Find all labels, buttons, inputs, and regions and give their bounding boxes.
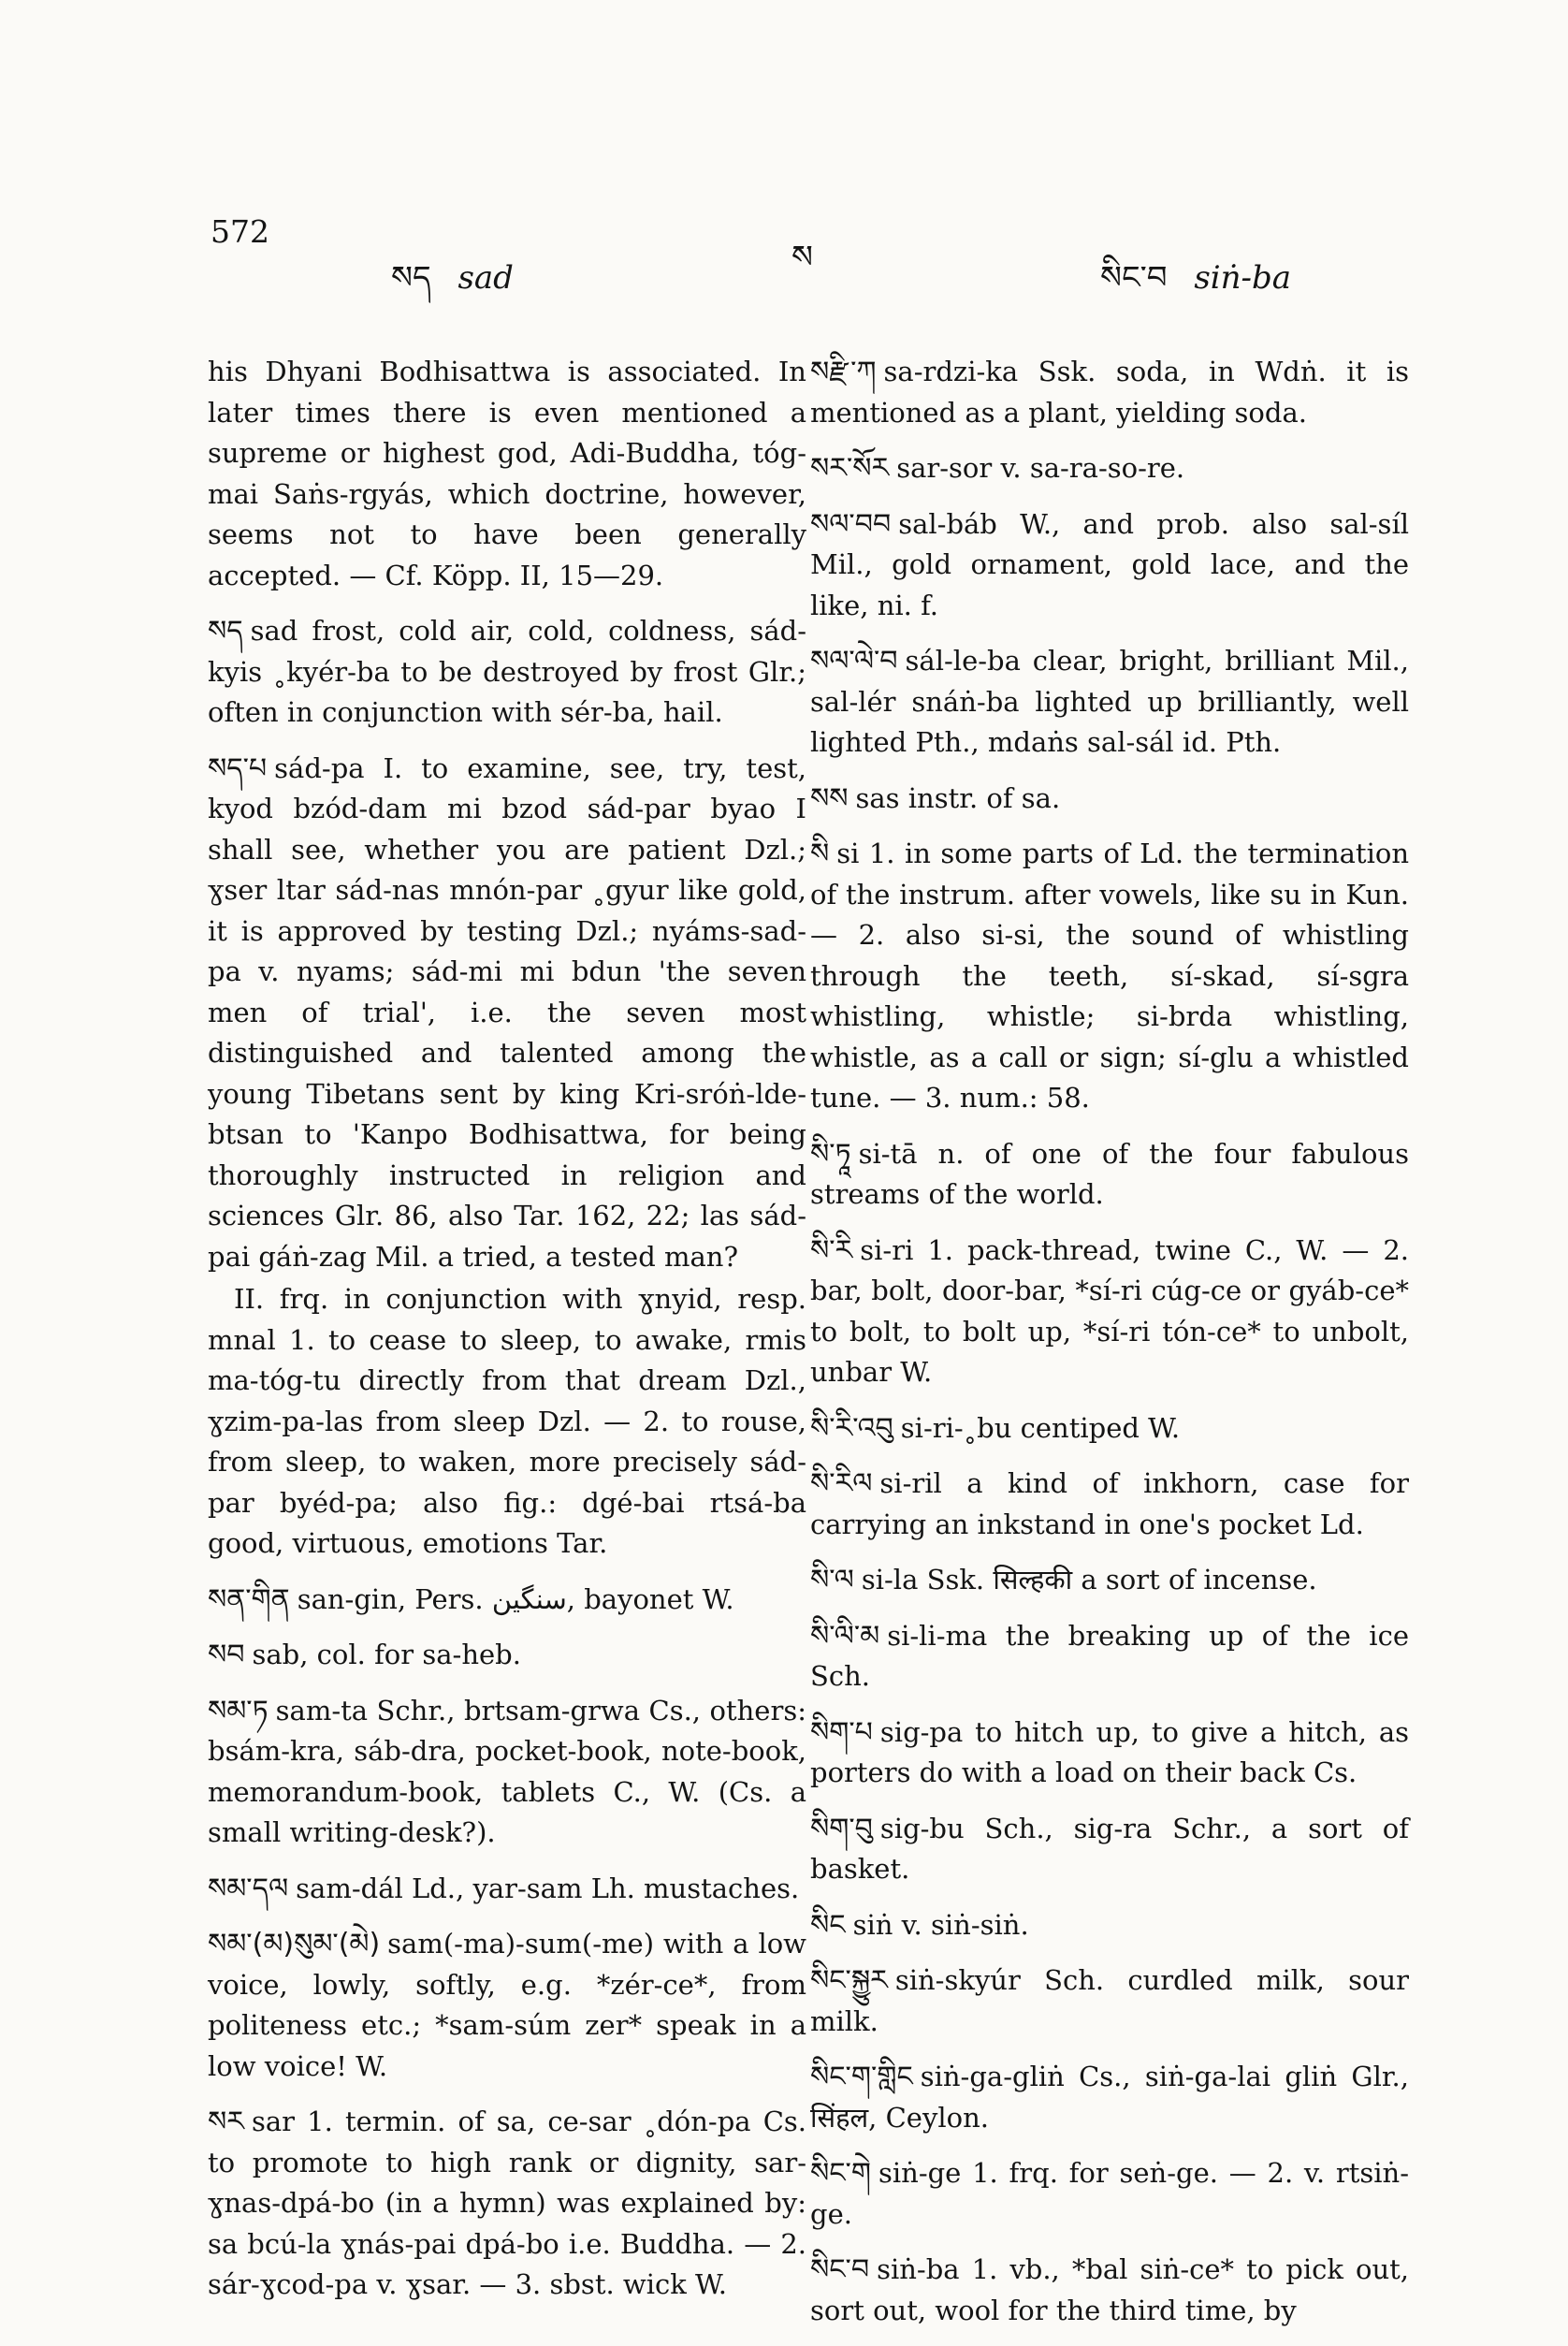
entry-si-ta	[810, 1134, 1409, 1216]
entry-sal-le-ba	[810, 641, 1409, 764]
entry-sin-skyur	[810, 1960, 1409, 2042]
entry-sig-pa	[810, 1712, 1409, 1794]
headword-tibetan: སིང	[810, 1908, 846, 1942]
entry-sad	[208, 611, 806, 734]
entry-text: sar-sor v. sa-ra-so-re.	[896, 452, 1185, 484]
headword-tibetan: སི	[810, 838, 830, 870]
entry-text: siṅ-ba 1. vb., *bal siṅ-ce* to pick out, sort out, wool for the third time, by	[810, 2253, 1409, 2326]
running-head-left-translit: sad	[457, 259, 514, 297]
headword-tibetan: སར	[208, 2106, 244, 2138]
headword-tibetan: སི་རི	[810, 1233, 853, 1267]
entry-text: si 1. in some parts of Ld. the termination of the instrum. after vowels, like su in Kun. — 2. also si-si, the sound of whistling through the teeth, sí-skad, sí-sgra whistling, whistle; si-brda whistling, whistle, as a call or sign; sí-glu a whistled tune. — 3. num.: 58.	[810, 838, 1409, 1114]
entry-sig-bu	[810, 1809, 1409, 1890]
entry-sin-ge	[810, 2153, 1409, 2235]
entry-sin-ba	[810, 2250, 1409, 2331]
entry-subsense: II. frq. in conjunction with ɣnyid, resp. mnal 1. to cease to sleep, to awake, rmis ma-tóg-tu directly from that dream Dzl., ɣzim-pa-las from sleep Dzl. — 2. to rouse, from sleep, to waken, more precisely sád-par byéd-pa; also fig.: dgé-bai rtsá-ba good, virtuous, emotions Tar.	[208, 1283, 806, 1559]
running-head-right-tibetan: སིང་བ	[1100, 259, 1168, 297]
headword-tibetan: སིང་གེ	[810, 2157, 871, 2190]
headword-tibetan: སམ་དལ	[208, 1872, 289, 1905]
headword-tibetan: སིང་སྐྱུར	[810, 1964, 888, 1997]
headword-tibetan: སམ་ཏ	[208, 1694, 269, 1727]
entry-sin-ga-glin	[810, 2057, 1409, 2138]
entry-text: si-ril a kind of inkhorn, case for carrying an inkstand in one's pocket Ld.	[810, 1467, 1409, 1540]
continuation-text: his Dhyani Bodhisattwa is associated. In later times there is even mentioned a supreme or highest god, Adi-Buddha, tóg-mai Saṅs-rgyás, which doctrine, however, seems not to have been generally accepted. — Cf. Köpp. II, 15—29.	[208, 356, 806, 591]
entry-sa-rdzi-ka	[810, 352, 1409, 433]
entry-text: si-li-ma the breaking up of the ice Sch.	[810, 1619, 1409, 1692]
entry-text: sam-dál Ld., yar-sam Lh. mustaches.	[296, 1872, 800, 1904]
entry-text: siṅ-skyúr Sch. curdled milk, sour milk.	[810, 1964, 1409, 2037]
entry-si-li-ma	[810, 1616, 1409, 1698]
entry-sad-pa	[208, 749, 806, 1565]
entry-sar	[208, 2102, 806, 2306]
headword-tibetan: སརྫི་ཀ	[810, 356, 877, 388]
entry-text: sig-pa to hitch up, to give a hitch, as porters do with a load on their back Cs.	[810, 1715, 1409, 1788]
headword-tibetan: སིག་བུ	[810, 1812, 873, 1845]
headword-tibetan: སིང་ག་གླིང	[810, 2061, 913, 2093]
left-column	[208, 352, 806, 2321]
headword-tibetan: སི་རི་འབུ	[810, 1411, 893, 1445]
entry-si	[810, 834, 1409, 1119]
headword-tibetan: སི་ལི་མ	[810, 1619, 880, 1653]
entry-sab	[208, 1635, 806, 1676]
entry-sam-ta	[208, 1691, 806, 1854]
entry-text: sa-rdzi-ka Ssk. soda, in Wdṅ. it is mentioned as a plant, yielding soda.	[810, 356, 1409, 429]
entry-san-gin	[208, 1580, 806, 1621]
entry-text: siṅ v. siṅ-siṅ.	[852, 1908, 1029, 1941]
section-letter: ས	[791, 239, 813, 276]
entry-sin	[810, 1905, 1409, 1946]
headword-tibetan: སིག་པ	[810, 1715, 873, 1749]
entry-text: si-tā n. of one of the four fabulous streams of the world.	[810, 1137, 1409, 1210]
entry-text: sig-bu Sch., sig-ra Schr., a sort of basket.	[810, 1812, 1409, 1885]
running-head-left	[391, 241, 514, 331]
entry-text: sad frost, cold air, cold, coldness, sád-kyis ˳kyér-ba to be destroyed by frost Glr.; often in conjunction with sér-ba, hail.	[208, 615, 806, 728]
headword-tibetan: སས	[810, 781, 849, 815]
entry-text: siṅ-ga-gliṅ Cs., siṅ-ga-lai gliṅ Glr., सिंहल, Ceylon.	[810, 2061, 1409, 2134]
entry-text: sas instr. of sa.	[855, 781, 1061, 814]
entry-text: si-la Ssk. सिल्हकी a sort of incense.	[861, 1564, 1317, 1596]
entry-sal-bab	[810, 504, 1409, 627]
entry-text: siṅ-ge 1. frq. for seṅ-ge. — 2. v. rtsiṅ-ge.	[810, 2157, 1409, 2230]
entry-text: sam-ta Schr., brtsam-grwa Cs., others: bsám-kra, sáb-dra, pocket-book, note-book, memorandum-book, tablets C., W. (Cs. a small writing-desk?).	[208, 1694, 806, 1848]
entry-text: sab, col. for sa-heb.	[252, 1639, 521, 1670]
headword-tibetan: སི་ཏཱ	[810, 1137, 851, 1171]
right-column	[810, 352, 1409, 2346]
headword-tibetan: སལ་བབ	[810, 507, 892, 541]
headword-tibetan: སམ་(མ)སུམ་(མེ)	[208, 1928, 381, 1960]
entry-si-ril	[810, 1464, 1409, 1545]
entry-sas	[810, 779, 1409, 820]
running-head-right-translit: siṅ-ba	[1194, 259, 1292, 297]
entry-text: si-ri-˳bu centiped W.	[900, 1411, 1181, 1444]
headword-tibetan: སིང་བ	[810, 2253, 870, 2286]
running-head-right	[1100, 241, 1291, 331]
headword-tibetan: སན་གིན	[208, 1582, 290, 1616]
headword-tibetan: སི་རིལ	[810, 1467, 873, 1500]
headword-tibetan: སད	[208, 615, 243, 648]
entry-text: sal-báb W., and prob. also sal-síl Mil., gold ornament, gold lace, and the like, ni. f.	[810, 507, 1409, 621]
entry-si-ri-bu	[810, 1408, 1409, 1450]
headword-tibetan: སད་པ	[208, 751, 268, 785]
running-head-left-tibetan: སད	[391, 259, 431, 297]
entry-text: si-ri 1. pack-thread, twine C., W. — 2. bar, bolt, door-bar, *sí-ri cúg-ce or gyáb-ce* to bolt, to bolt up, *sí-ri tón-ce* to unbolt, unbar W.	[810, 1233, 1409, 1388]
entry-sar-sor	[810, 448, 1409, 489]
entry-si-ri	[810, 1231, 1409, 1393]
entry-sam-sum	[208, 1924, 806, 2087]
headword-tibetan: སར་སོར	[810, 452, 890, 485]
headword-tibetan: སལ་ལེ་བ	[810, 645, 898, 678]
entry-text: sar 1. termin. of sa, ce-sar ˳dón-pa Cs. to promote to high rank or dignity, sar-ɣnas-dpá-bo (in a hymn) was explained by: sa bcú-la ɣnás-pai dpá-bo i.e. Buddha. — 2. sár-ɣcod-pa v. ɣsar. — 3. sbst. wick W.	[208, 2106, 806, 2300]
page-number: 572	[211, 213, 269, 250]
entry-text: sam(-ma)-sum(-me) with a low voice, lowly, softly, e.g. *zér-ce*, from politeness etc.; *sam-súm zer* speak in a low voice! W.	[208, 1928, 806, 2082]
entry-text: sád-pa I. to examine, see, try, test, kyod bzód-dam mi bzod sád-par byao I shall see, whether you are patient Dzl.; ɣser ltar sád-nas mnón-par ˳gyur like gold, it is approved by testing Dzl.; nyáms-sad-pa v. nyams; sád-mi mi bdun 'the seven men of trial', i.e. the seven most distinguished and talented among the young Tibetans sent by king Kri-sróṅ-lde-btsan to 'Kanpo Bodhisattwa, for being thoroughly instructed in religion and sciences Glr. 86, also Tar. 162, 22; las sád-pai gáṅ-zag Mil. a tried, a tested man?	[208, 751, 806, 1273]
headword-tibetan: སི་ལ	[810, 1564, 854, 1596]
headword-tibetan: སབ	[208, 1639, 245, 1671]
entry-text: san-gin, Pers. سنگین, bayonet W.	[297, 1582, 734, 1615]
entry-si-la	[810, 1560, 1409, 1601]
entry-sam-dal	[208, 1869, 806, 1910]
entry-text: sál-le-ba clear, bright, brilliant Mil., sal-lér snáṅ-ba lighted up brilliantly, well lighted Pth., mdaṅs sal-sál id. Pth.	[810, 645, 1409, 758]
